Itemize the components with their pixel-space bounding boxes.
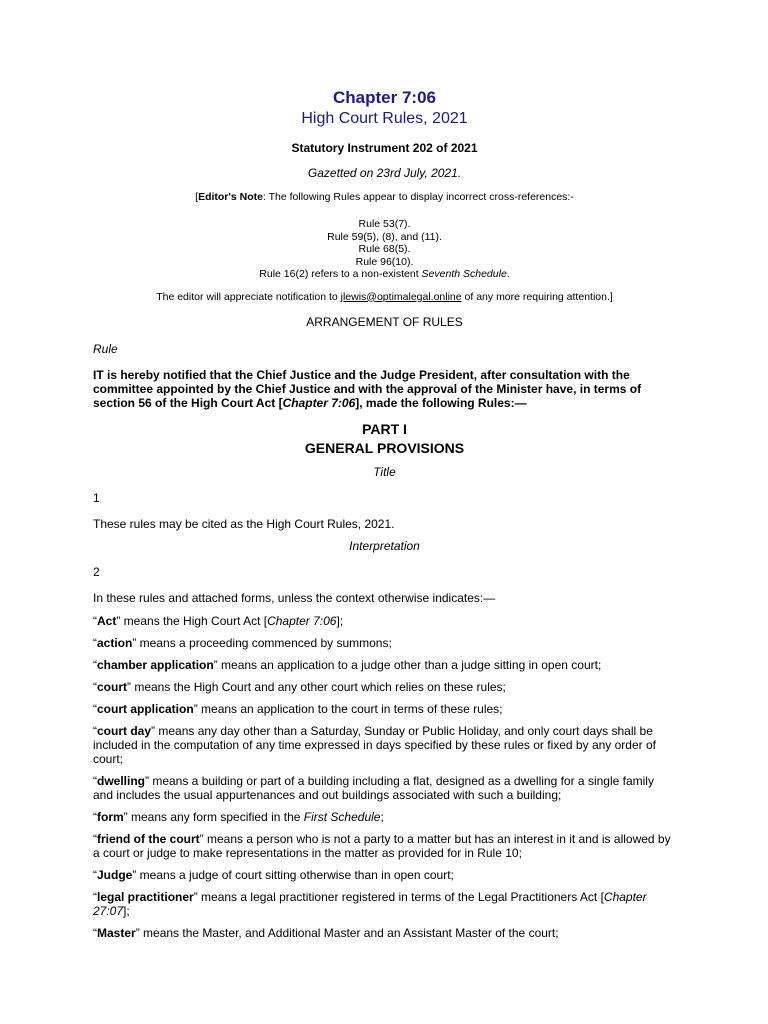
rule-text: These rules may be cited as the High Court Rules, 2021. — [93, 516, 395, 531]
part-number: PART I — [362, 420, 407, 437]
defined-term: action — [97, 635, 133, 650]
defined-term: chamber application — [97, 657, 214, 672]
definition-item: “Act” means the High Court Act [Chapter 7:06]; — [93, 613, 344, 628]
defined-term: Master — [97, 925, 136, 940]
cross-reference-list — [93, 218, 676, 281]
rule-number: 1 — [93, 490, 100, 505]
definition-item: “dwelling” means a building or part of a building including a flat, designed as a dwelling for a single family and includes the usual appurtenances and out buildings associated with such a building; — [93, 773, 654, 802]
notification-paragraph: IT is hereby notified that the Chief Justice and the Judge President, after consultation with the committee appointed by the Chief Justice and with the approval of the Minister have, in terms of section 56 of the High Court Act [Chapter 7:06], made the following Rules:— — [93, 367, 642, 410]
defined-term: form — [97, 809, 124, 824]
defined-term: dwelling — [97, 773, 145, 788]
editor-appreciation: The editor will appreciate notification to jlewis@optimalegal.online of any more requiring attention.] — [156, 290, 613, 303]
defined-term: friend of the court — [97, 831, 200, 846]
definition-item: “friend of the court” means a person who is not a party to a matter but has an interest in it and is allowed by a court or judge to make representations in the matter as provided for in Rule 10; — [93, 831, 671, 860]
act-title: High Court Rules, 2021 — [301, 110, 468, 127]
defined-term: court — [97, 679, 127, 694]
chapter-number: Chapter 7:06 — [333, 88, 436, 107]
editor-email-link[interactable]: jlewis@optimalegal.online — [340, 290, 462, 303]
interpretation-intro: In these rules and attached forms, unless the context otherwise indicates:— — [93, 590, 496, 605]
cross-reference-item: Rule 59(5), (8), and (11). — [327, 230, 442, 243]
definition-item: “chamber application” means an application to a judge other than a judge sitting in open court; — [93, 657, 602, 672]
definition-item: “court day” means any day other than a Saturday, Sunday or Public Holiday, and only court days shall be included in the computation of any time expressed in days specified by these rules or fixed by any order of court; — [93, 723, 656, 766]
note-open-bracket: [ — [195, 191, 199, 203]
rule-heading-interpretation: Interpretation — [349, 538, 420, 553]
definition-item: “legal practitioner” means a legal practitioner registered in terms of the Legal Practitioners Act [Chapter 27:07]; — [93, 889, 647, 918]
arrangement-of-rules-heading: ARRANGEMENT OF RULES — [306, 314, 463, 329]
defined-term: legal practitioner — [97, 889, 194, 904]
cross-reference-item: Rule 96(10). — [355, 255, 414, 268]
defined-term: Act — [97, 613, 117, 628]
definition-item: “action” means a proceeding commenced by summons; — [93, 635, 392, 650]
cross-reference-item: Rule 53(7). — [358, 218, 411, 230]
rule-heading-title: Title — [373, 464, 396, 479]
schedule-reference: Rule 16(2) refers to a non-existent Seventh Schedule. — [259, 268, 510, 280]
defined-term: court day — [97, 723, 152, 738]
definition-item: “Judge” means a judge of court sitting otherwise than in open court; — [93, 867, 454, 882]
editors-note-label: Editor's Note — [198, 191, 263, 203]
definitions-list — [93, 614, 676, 940]
defined-term: court application — [97, 701, 194, 716]
gazette-date: Gazetted on 23rd July, 2021. — [307, 166, 462, 180]
statutory-instrument: Statutory Instrument 202 of 2021 — [291, 141, 478, 155]
definition-item: “form” means any form specified in the First Schedule; — [93, 809, 384, 824]
definition-item: “Master” means the Master, and Additional Master and an Assistant Master of the court; — [93, 925, 559, 940]
defined-term: Judge — [97, 867, 133, 882]
rule-number: 2 — [93, 564, 100, 579]
editors-note — [93, 191, 676, 204]
editors-note-text: : The following Rules appear to display incorrect cross-references:- — [262, 191, 574, 203]
cross-reference-item: Rule 68(5). — [358, 243, 411, 255]
document-content — [93, 84, 676, 940]
rule-label: Rule — [93, 341, 118, 356]
definition-item: “court application” means an application to the court in terms of these rules; — [93, 701, 503, 716]
definition-item: “court” means the High Court and any other court which relies on these rules; — [93, 679, 506, 694]
part-title: GENERAL PROVISIONS — [304, 439, 465, 456]
